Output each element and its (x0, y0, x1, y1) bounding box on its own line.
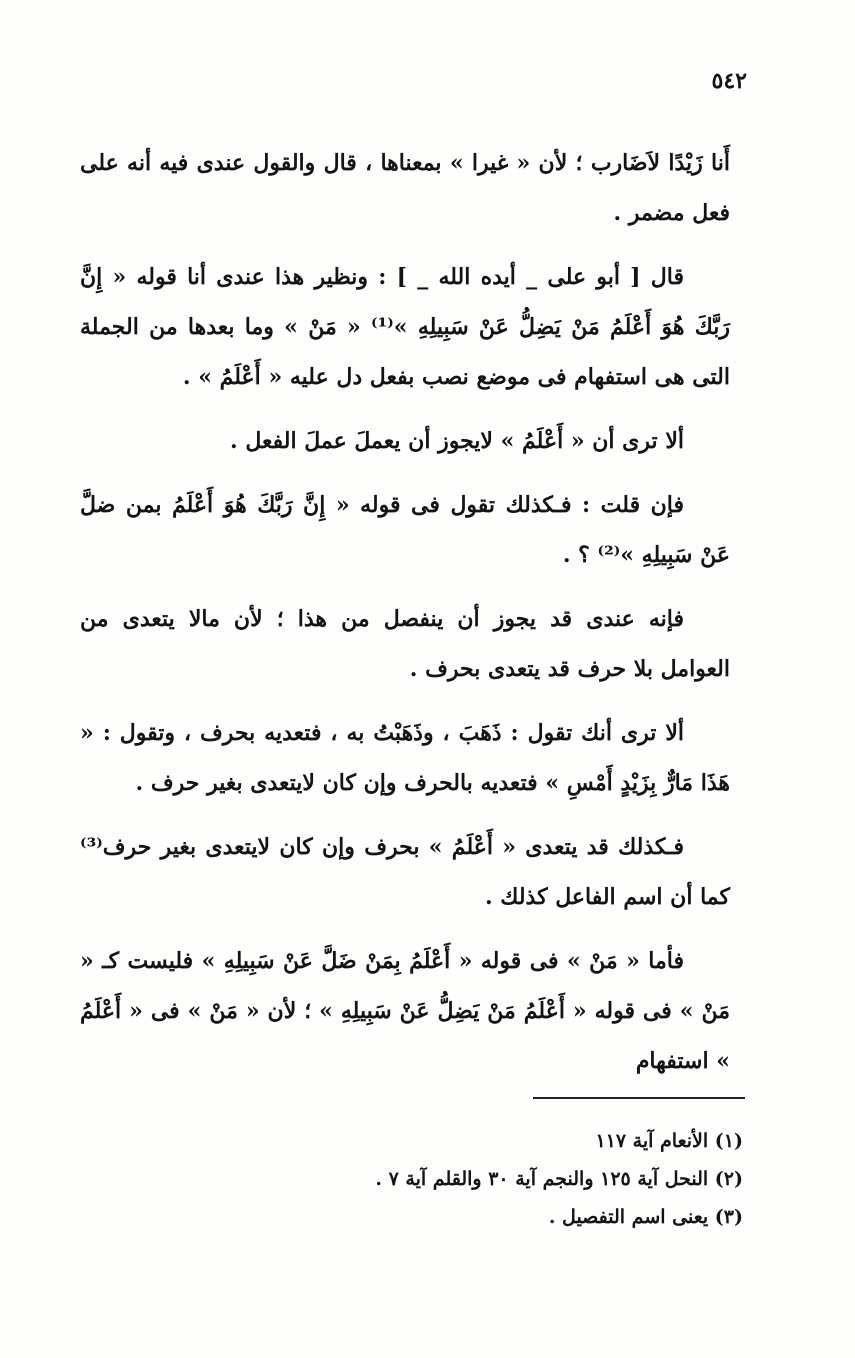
paragraph-4: فإن قلت : فـكذلك تقول فى قوله « إِنَّ رَبَّكَ هُوَ أَعْلَمُ بمن ضلَّ عَنْ سَبِيلِهِ »⁽²⁾ ؟ . (80, 492, 730, 568)
main-text (80, 138, 730, 1100)
paragraph-1: أَنا زَيْدًا لاَضَارب ؛ لأن « غيرا » بمعناها ، قال والقول عندى فيه أنه على فعل مضمر . (80, 150, 730, 226)
paragraph-8: فأما « مَنْ » فى قوله « أَعْلَمُ بِمَنْ ضَلَّ عَنْ سَبِيلِهِ » فليست كـ « مَنْ » فى قوله « أَعْلَمُ مَنْ يَضِلُّ عَنْ سَبِيلِهِ » ؛ لأن « مَنْ » فى « أَعْلَمُ » استفهام (80, 948, 730, 1074)
footnote-divider (533, 1097, 745, 1099)
paragraph-5: فإنه عندى قد يجوز أن ينفصل من هذا ؛ لأن مالا يتعدى من العوامل بلا حرف قد يتعدى بحرف . (80, 606, 730, 682)
footnote-2: (٢) النحل آية ١٢٥ والنجم آية ٣٠ والقلم آية ٧ . (375, 1168, 743, 1190)
footnotes (183, 1122, 743, 1236)
paragraph-3: ألا ترى أن « أَعْلَمُ » لايجوز أن يعملَ عملَ الفعل . (230, 428, 684, 454)
footnote-3: (٣) يعنى اسم التفصيل . (548, 1206, 743, 1228)
page-number: ٥٤٢ (711, 68, 747, 94)
paragraph-6: ألا ترى أنك تقول : ذَهَبَ ، وذَهَبْتُ به ، فتعديه بحرف ، وتقول : « هَذَا مَارٌّ بِزَيْدٍ أَمْسِ » فتعديه بالحرف وإن كان لايتعدى بغير حرف . (80, 720, 730, 796)
paragraph-2: قال [ أبو على _ أيده الله _ ] : ونظير هذا عندى أنا قوله « إِنَّ رَبَّكَ هُوَ أَعْلَمُ مَنْ يَضِلُّ عَنْ سَبِيلِهِ »⁽¹⁾ « مَنْ » وما بعدها من الجملة التى هى استفهام فى موضع نصب بفعل دل عليه « أَعْلَمُ » . (80, 264, 730, 390)
footnote-1: (١) الأنعام آية ١١٧ (595, 1130, 743, 1152)
paragraph-7: فـكذلك قد يتعدى « أَعْلَمُ » بحرف وإن كان لايتعدى بغير حرف⁽³⁾ كما أن اسم الفاعل كذلك . (80, 834, 730, 910)
